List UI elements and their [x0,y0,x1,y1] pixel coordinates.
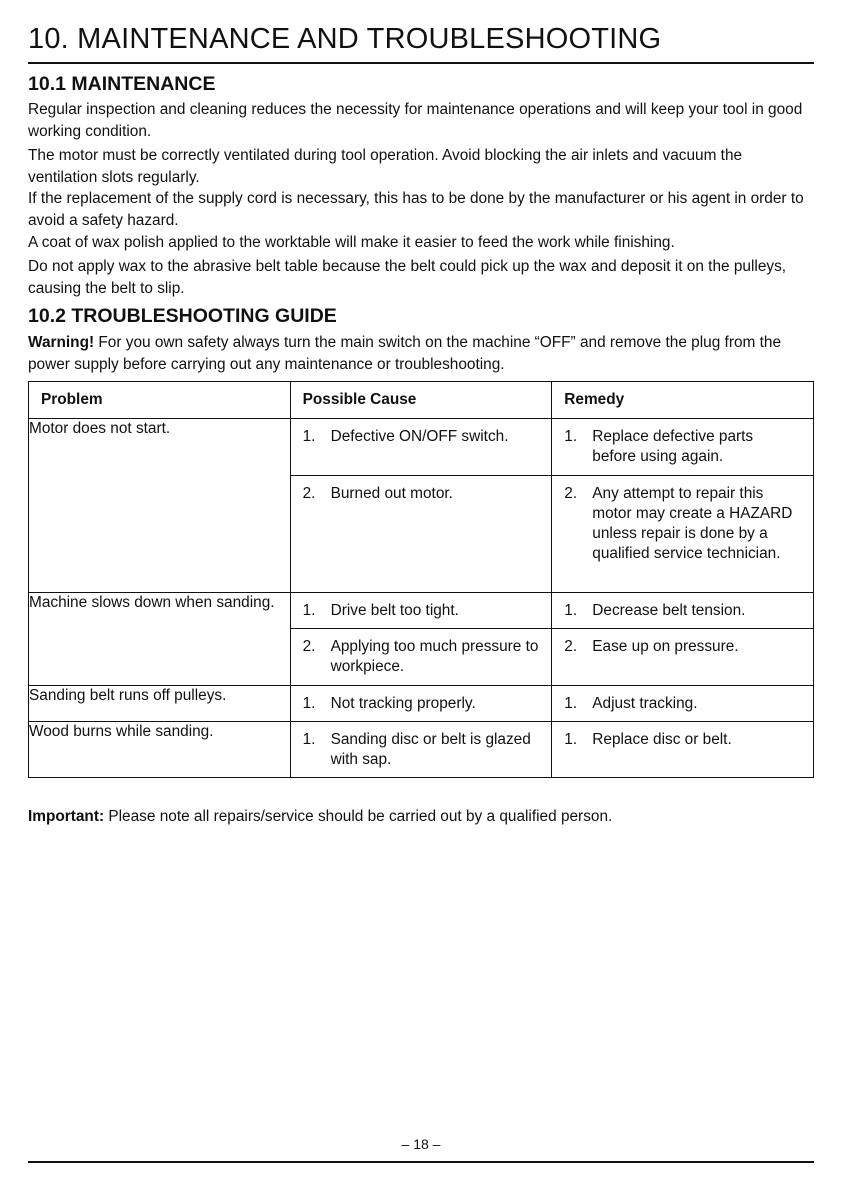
problem-cell: Sanding belt runs off pulleys. [29,686,291,722]
maintenance-paragraph-2: The motor must be correctly ventilated during tool operation. Avoid blocking the air inlets and vacuum the ventilation slots regularly. [28,147,743,186]
remedy-number: 1. [564,695,578,712]
cause-cell [290,722,552,778]
cause-number: 1. [302,695,316,712]
table-header-row [29,382,814,419]
remedy-number: 2. [564,638,578,655]
remedy-text: Replace defective parts before using again. [592,428,754,465]
cause-cell [290,419,552,476]
cause-cell [290,629,552,686]
title-rule [28,62,814,64]
cause-text: Applying too much pressure to workpiece. [330,638,539,675]
warning-text: For you own safety always turn the main switch on the machine “OFF” and remove the plug from the power supply before carrying out any maintenance or troubleshooting. [28,334,782,373]
remedy-cell [552,593,814,629]
cause-text: Drive belt too tight. [330,602,459,619]
important-note [28,808,612,826]
cause-text: Burned out motor. [330,485,453,502]
important-text: Please note all repairs/service should be carried out by a qualified person. [104,808,613,825]
remedy-cell [552,686,814,722]
troubleshooting-table [28,381,814,778]
cause-number: 1. [302,731,316,748]
cause-text: Defective ON/OFF switch. [330,428,509,445]
header-problem: Problem [29,382,291,419]
problem-cell: Wood burns while sanding. [29,722,291,778]
remedy-number: 1. [564,731,578,748]
footer-rule [28,1161,814,1163]
maintenance-paragraph-5: Do not apply wax to the abrasive belt table because the belt could pick up the wax and deposit it on the pulleys, causing the belt to slip. [28,258,787,297]
section-heading-maintenance: 10.1 MAINTENANCE [28,73,216,95]
remedy-number: 1. [564,602,578,619]
page-number: – 18 – [401,1136,441,1152]
remedy-cell [552,722,814,778]
remedy-text: Adjust tracking. [592,695,698,712]
cause-number: 2. [302,638,316,655]
header-possible-cause: Possible Cause [290,382,552,419]
warning-label: Warning! [28,334,95,351]
cause-text: Sanding disc or belt is glazed with sap. [330,731,531,768]
cause-cell [290,476,552,593]
remedy-text: Decrease belt tension. [592,602,746,619]
maintenance-paragraph-1: Regular inspection and cleaning reduces the necessity for maintenance operations and will keep your tool in good working condition. [28,101,803,140]
remedy-number: 1. [564,428,578,445]
table-row [29,722,814,778]
remedy-cell [552,629,814,686]
table-row [29,593,814,629]
remedy-number: 2. [564,485,578,502]
table-row [29,686,814,722]
header-remedy: Remedy [552,382,814,419]
remedy-cell [552,419,814,476]
cause-text: Not tracking properly. [330,695,476,712]
cause-number: 1. [302,602,316,619]
section-heading-troubleshooting: 10.2 TROUBLESHOOTING GUIDE [28,305,337,327]
remedy-cell [552,476,814,593]
cause-number: 1. [302,428,316,445]
problem-cell: Machine slows down when sanding. [29,593,291,686]
page-title: 10. MAINTENANCE AND TROUBLESHOOTING [28,23,662,55]
cause-cell [290,593,552,629]
maintenance-paragraph-4: A coat of wax polish applied to the worktable will make it easier to feed the work while finishing. [28,234,675,251]
cause-number: 2. [302,485,316,502]
important-label: Important: [28,808,105,825]
remedy-text: Ease up on pressure. [592,638,739,655]
table-row [29,419,814,476]
remedy-text: Any attempt to repair this motor may create a HAZARD unless repair is done by a qualified service technician. [592,485,793,562]
warning-paragraph [28,332,814,375]
remedy-text: Replace disc or belt. [592,731,732,748]
problem-cell: Motor does not start. [29,419,291,593]
cause-cell [290,686,552,722]
maintenance-paragraph-3: If the replacement of the supply cord is necessary, this has to be done by the manufacturer or his agent in order to avoid a safety hazard. [28,190,804,229]
